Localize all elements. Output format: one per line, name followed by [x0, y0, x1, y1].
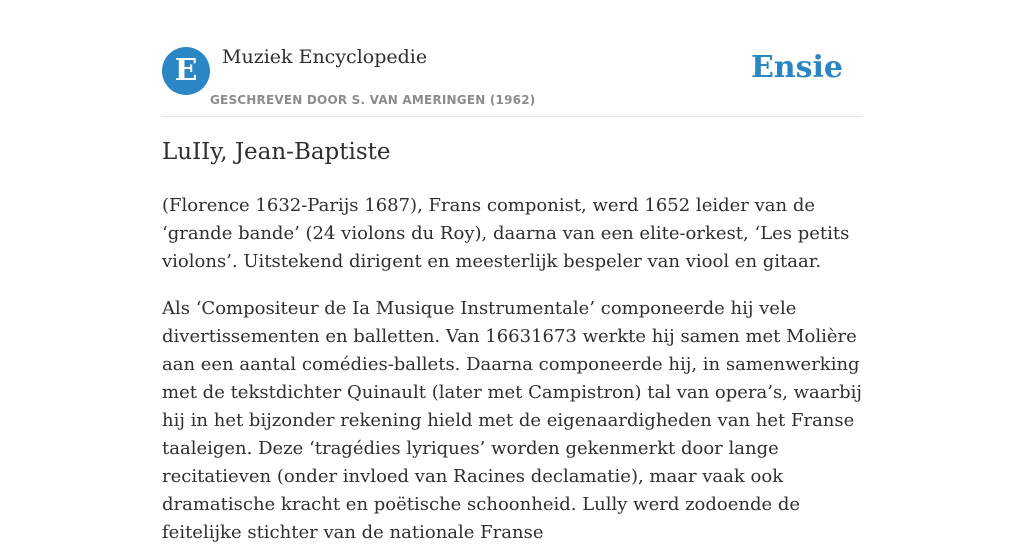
encyclopedia-logo-icon[interactable]: E — [162, 47, 210, 95]
author-byline: GESCHREVEN DOOR S. VAN AMERINGEN (1962) — [210, 93, 536, 107]
site-header — [162, 0, 862, 117]
article-title: LuIIy, Jean-Baptiste — [162, 139, 391, 165]
ensie-brand-logo[interactable]: Ensie — [750, 50, 843, 85]
article-paragraph-1: (Florence 1632-Parijs 1687), Frans componist, werd 1652 leider van de ‘grande bande’ (24 violons du Roy), daarna van een elite-orkest, ‘Les petits violons’. Uitstekend dirigent en meesterlijk bespeler van viool en gitaar. — [162, 195, 850, 272]
site-name-link[interactable]: Muziek Encyclopedie — [222, 46, 428, 68]
article-page — [162, 0, 862, 543]
article-paragraph-2: Als ‘Compositeur de Ia Musique Instrumentale’ componeerde hij vele divertissementen en balletten. Van 16631673 werkte hij samen met Molière aan een aantal comédies-ballets. Daarna componeerde hij, in samenwerking met de tekstdichter Quinault (later met Campistron) tal van opera’s, waarbij hij in het bijzonder rekening hield met de eigenaardigheden van het Franse taaleigen. Deze ‘tragédies lyriques’ worden gekenmerkt door lange recitatieven (onder invloed van Racines declamatie), maar vaak ook dramatische kracht en poëtische schoonheid. Lully werd zodoende de feitelijke stichter van de nationale Franse — [162, 298, 862, 543]
